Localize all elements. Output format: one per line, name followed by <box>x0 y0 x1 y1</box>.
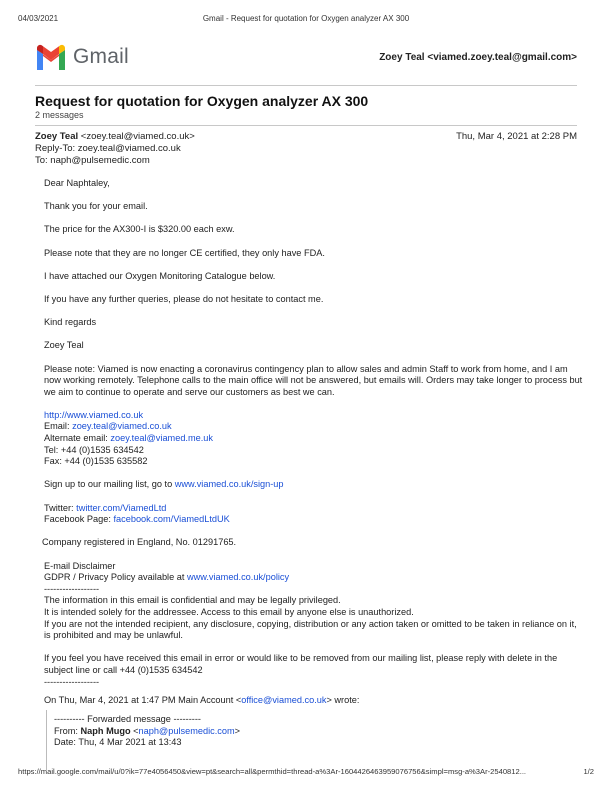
facebook-link[interactable]: facebook.com/ViamedLtdUK <box>113 514 230 525</box>
forwarded-header: ---------- Forwarded message --------- <box>54 714 201 724</box>
forwarded-from-email[interactable]: naph@pulsemedic.com <box>138 725 235 736</box>
email-row <box>44 421 584 433</box>
divider-dashes: ------------------ <box>44 583 100 594</box>
mailing-link[interactable]: www.viamed.co.uk/sign-up <box>174 479 284 490</box>
thread-subject: Request for quotation for Oxygen analyzer AX 300 <box>35 93 369 109</box>
thanks-line: Thank you for your email. <box>44 201 148 212</box>
gmail-wordmark: Gmail <box>73 45 129 68</box>
gdpr-link[interactable]: www.viamed.co.uk/policy <box>186 572 290 583</box>
twitter-link[interactable]: twitter.com/ViamedLtd <box>76 502 167 513</box>
covid-notice: Please note: Viamed is now enacting a coronavirus contingency plan to allow sales and admin Staff to work from home, and I am now working remotely. Telephone calls to the main office will not be answered, but emails will. Orders may take longer to process but we aim to continue to operate and serve our customers as best we can. <box>44 363 583 397</box>
alt-email-label: Alternate email: <box>44 433 111 444</box>
forwarded-date: Date: Thu, 4 Mar 2021 at 13:43 <box>54 737 182 748</box>
reply-to: Reply-To: zoey.teal@viamed.co.uk <box>35 143 181 154</box>
signoff-name: Zoey Teal <box>44 340 84 351</box>
page-number: 1/2 <box>583 767 594 776</box>
quote-intro-prefix: On Thu, Mar 4, 2021 at 1:47 PM Main Account < <box>44 695 242 705</box>
message-from-row <box>35 131 577 142</box>
account-label: Zoey Teal <viamed.zoey.teal@gmail.com> <box>379 52 577 63</box>
mailing-label: Sign up to our mailing list, go to <box>44 479 175 490</box>
sender-email: <zoey.teal@viamed.co.uk> <box>80 131 195 142</box>
print-date: 04/03/2021 <box>18 14 59 23</box>
company-line: Company registered in England, No. 01291765. <box>42 537 237 548</box>
mailing-row <box>44 479 584 491</box>
fax-line: Fax: +44 (0)1535 635582 <box>44 456 148 467</box>
print-footer <box>18 767 594 779</box>
gdpr-label: GDPR / Privacy Policy available at <box>44 572 187 583</box>
divider-dashes-2: ------------------ <box>44 676 100 687</box>
alt-email-link[interactable]: zoey.teal@viamed.me.uk <box>110 433 213 444</box>
alt-email-row <box>44 433 584 445</box>
forwarded-from: From: Naph Mugo <naph@pulsemedic.com> <box>54 725 241 736</box>
error-line: If you feel you have received this email in error or would like to be removed from our mailing list, please reply with delete in the subject line or call +44 (0)1535 634542 <box>44 653 558 675</box>
facebook-row <box>44 514 584 526</box>
email-label: Email: <box>44 421 73 432</box>
regards-line: Kind regards <box>44 317 97 328</box>
twitter-label: Twitter: <box>44 502 77 513</box>
message-date: Thu, Mar 4, 2021 at 2:28 PM <box>456 131 577 142</box>
disclaimer-title: E-mail Disclaimer <box>44 560 116 571</box>
website-link[interactable]: http://www.viamed.co.uk <box>44 409 144 420</box>
certification-line: Please note that they are no longer CE certified, they only have FDA. <box>44 247 325 258</box>
prohibited-line: If you are not the intended recipient, any disclosure, copying, distribution or any action taken or omitted to be taken in reliance on it, is prohibited and may be unlawful. <box>44 618 577 641</box>
forwarded-from-name: Naph Mugo <box>80 725 131 736</box>
tel-line: Tel: +44 (0)1535 634542 <box>44 444 144 455</box>
print-title: Gmail - Request for quotation for Oxygen analyzer AX 300 <box>202 14 410 23</box>
gmail-header <box>35 42 577 86</box>
print-header <box>18 14 594 26</box>
quote-bar <box>46 710 47 770</box>
message-body <box>44 178 584 688</box>
confidential-line: The information in this email is confidential and may be legally privileged. <box>44 595 341 606</box>
gmail-logo-icon[interactable] <box>35 44 67 70</box>
recipient: To: naph@pulsemedic.com <box>35 155 150 166</box>
email-link[interactable]: zoey.teal@viamed.co.uk <box>72 421 172 432</box>
quoted-message <box>54 714 240 749</box>
facebook-label: Facebook Page: <box>44 514 114 525</box>
queries-line: If you have any further queries, please do not hesitate to contact me. <box>44 293 324 304</box>
quote-intro <box>44 695 359 705</box>
print-url: https://mail.google.com/mail/u/0?ik=77e4056450&view=pt&search=all&permthid=thread-a%3Ar-1604426463959076756&simpl=msg-a%3Ar-2540812... <box>18 767 527 776</box>
sender-name: Zoey Teal <box>35 131 79 142</box>
gdpr-row <box>44 572 584 584</box>
addressee-line: It is intended solely for the addressee. Access to this email by anyone else is unauthorized. <box>44 606 414 617</box>
greeting: Dear Naphtaley, <box>44 178 110 188</box>
quote-intro-email[interactable]: office@viamed.co.uk <box>241 695 327 705</box>
message-count: 2 messages <box>35 110 84 120</box>
divider <box>35 125 577 126</box>
forwarded-from-label: From: <box>54 725 81 736</box>
quote-intro-suffix: > wrote: <box>326 695 360 705</box>
price-line: The price for the AX300-I is $320.00 each exw. <box>44 224 235 235</box>
attachment-line: I have attached our Oxygen Monitoring Catalogue below. <box>44 270 276 281</box>
twitter-row <box>44 503 584 515</box>
